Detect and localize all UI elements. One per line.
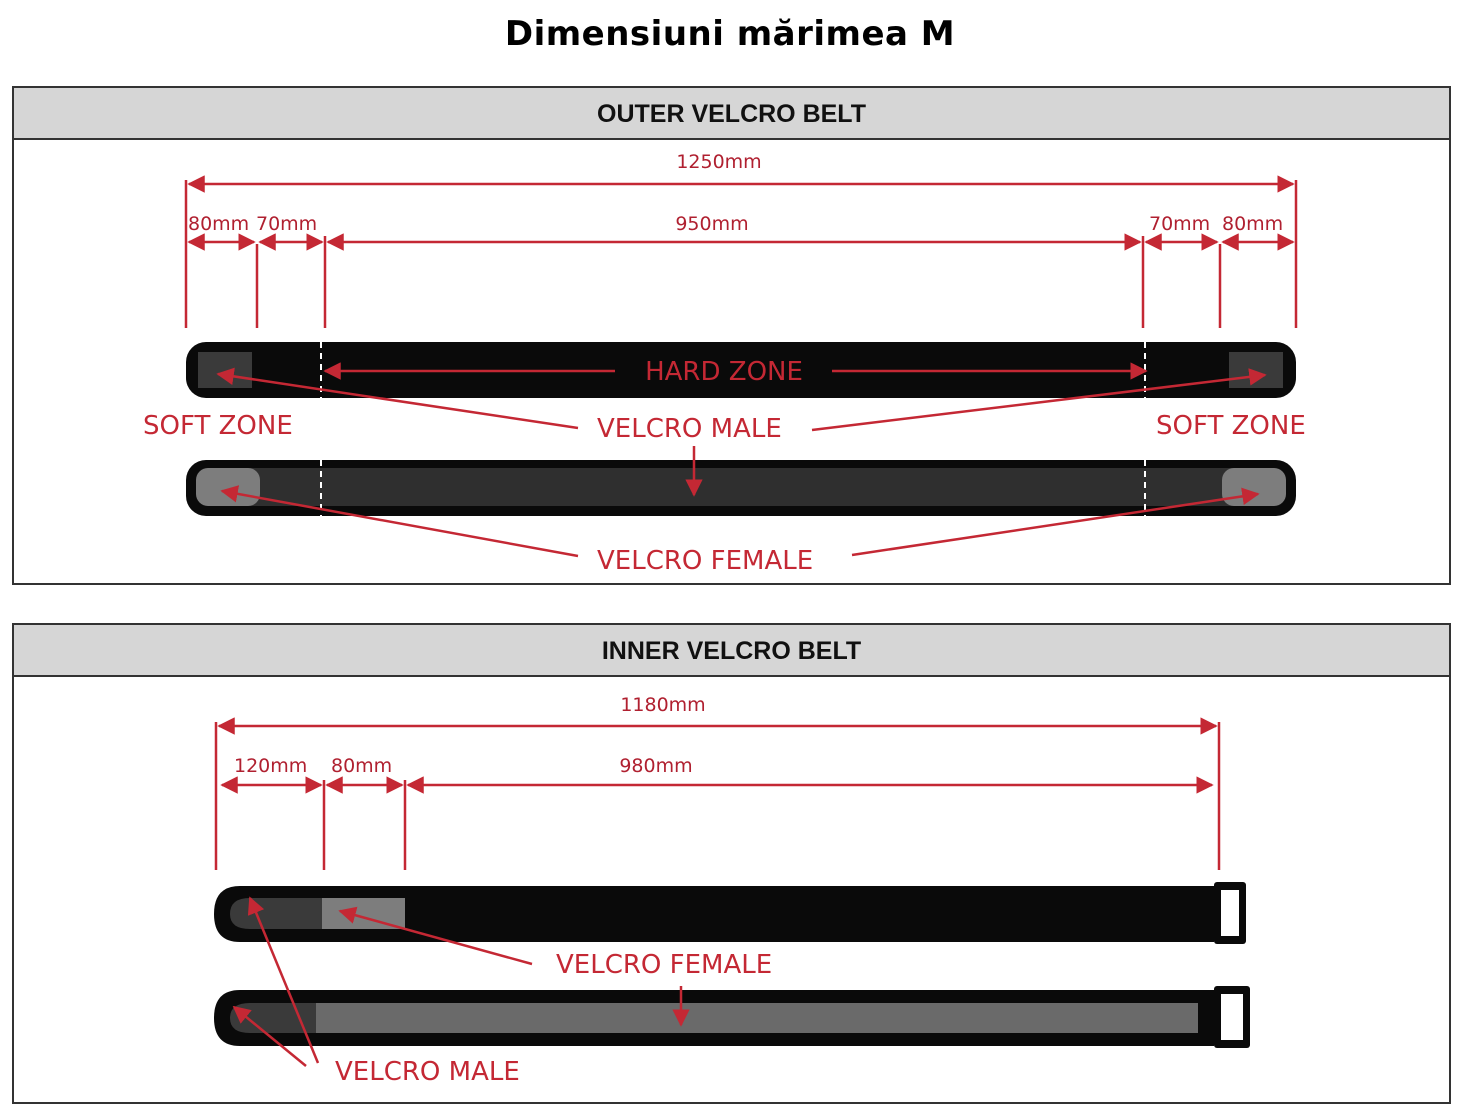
- outer-belt-header: OUTER VELCRO BELT: [14, 88, 1449, 140]
- soft-zone-left-label: SOFT ZONE: [143, 411, 293, 441]
- inner-velcro-female-label: VELCRO FEMALE: [556, 950, 773, 980]
- inner-dimensions: [216, 722, 1219, 870]
- outer-80mm-right-label: 80mm: [1222, 213, 1284, 235]
- outer-belt-bottom: [186, 460, 1296, 516]
- inner-belt-top: [214, 882, 1246, 944]
- inner-velcro-male-label: VELCRO MALE: [335, 1057, 520, 1087]
- outer-dimensions: [186, 180, 1296, 328]
- outer-velcro-female-label: VELCRO FEMALE: [597, 546, 814, 576]
- inner-980mm-label: 980mm: [619, 755, 693, 777]
- inner-belt-bottom: [214, 986, 1250, 1048]
- outer-950mm-label: 950mm: [675, 213, 749, 235]
- outer-total-label: 1250mm: [676, 151, 762, 173]
- velcro-female-patch-right: [1222, 468, 1286, 506]
- inner-velcro-male-patch-top: [230, 898, 322, 929]
- outer-70mm-left-label: 70mm: [256, 213, 318, 235]
- velcro-male-patch-right: [1229, 352, 1283, 388]
- outer-80mm-left-label: 80mm: [188, 213, 250, 235]
- outer-velcro-male-label: VELCRO MALE: [597, 414, 782, 444]
- inner-total-label: 1180mm: [620, 694, 706, 716]
- soft-zone-right-label: SOFT ZONE: [1156, 411, 1306, 441]
- inner-120mm-label: 120mm: [234, 755, 308, 777]
- inner-belt-header: INNER VELCRO BELT: [14, 625, 1449, 677]
- page-title: Dimensiuni mărimea M: [504, 14, 956, 54]
- outer-70mm-right-label: 70mm: [1149, 213, 1211, 235]
- velcro-male-patch-left: [198, 352, 252, 388]
- velcro-female-patch-left: [196, 468, 260, 506]
- inner-80mm-label: 80mm: [331, 755, 393, 777]
- hard-zone-label: HARD ZONE: [645, 357, 803, 387]
